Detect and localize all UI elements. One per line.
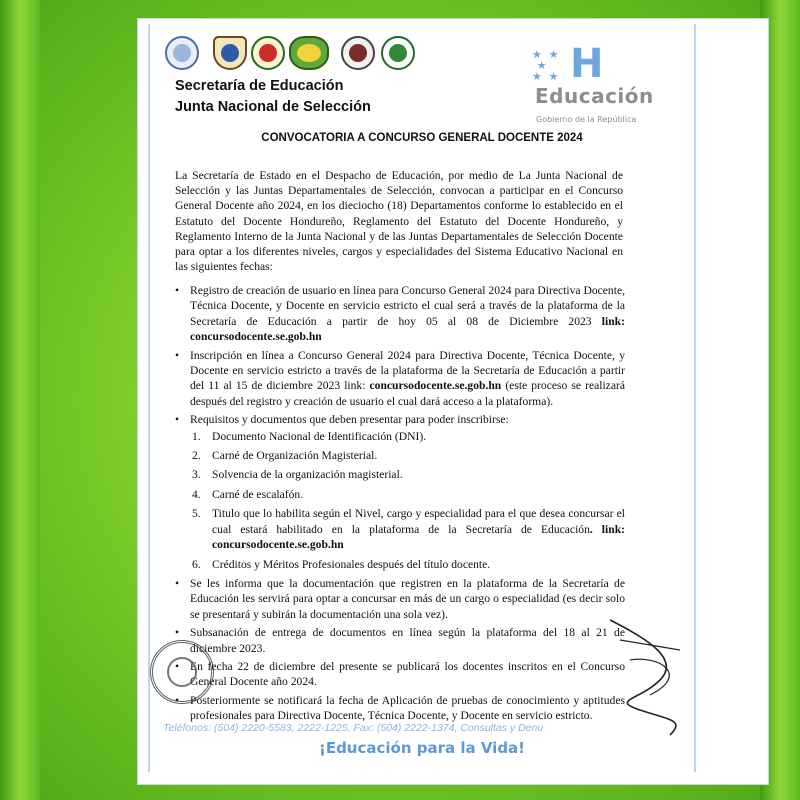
requirement-item	[192, 429, 625, 444]
requirement-item	[192, 487, 625, 502]
requirement-text: Documento Nacional de Identificación (DNI).	[212, 429, 427, 443]
requirement-number: 2.	[192, 449, 201, 463]
page-title: CONVOCATORIA A CONCURSO GENERAL DOCENTE 2024	[261, 132, 583, 144]
announcement-list	[175, 283, 625, 727]
bullet-text: Registro de creación de usuario en línea para Concurso General 2024 para Directiva Docente, Técnica Docente, y Docente en servicio estricto el cual será a través de la plataforma de la Secretaría de Educación a partir de hoy 05 al 08 de Diciembre 2023	[190, 284, 625, 328]
bullet-text: Subsanación de entrega de documentos en línea según la plataforma del 18 al 21 de diciembre 2023.	[190, 626, 625, 655]
footer-motto: ¡Educación para la Vida!	[318, 739, 526, 757]
brand-name: Educación	[535, 84, 654, 108]
list-item	[175, 659, 625, 690]
platform-link[interactable]: . link: concursodocente.se.gob.hn	[212, 522, 626, 552]
brand-logo	[532, 41, 672, 128]
requirement-text: Titulo que lo habilita según el Nivel, cargo y especialidad para el que desea concursar el cual estará habilitado en la plataforma de la Secretaría de Educación	[212, 507, 625, 536]
list-item	[175, 412, 625, 572]
requirement-item	[192, 506, 625, 552]
bullet-text: Se les informa que la documentación que registren en la plataforma de la Secretaría de Educación les servirá para optar a concursar en más de un cargo o especialidad (es decir solo se presentará y subirán la documentación una sola vez).	[190, 576, 625, 621]
requirement-number: 5.	[192, 507, 201, 521]
institution-logo-4-icon	[289, 36, 329, 70]
footer-contact: Teléfonos: (504) 2220-5583, 2222-1225, Fax: (504) 2222-1374, Consultas y Denu	[163, 722, 544, 734]
list-item	[175, 576, 625, 622]
bullet-text: Posteriormente se notificará la fecha de Aplicación de pruebas de conocimiento y aptitudes profesionales para Directiva Docente, Técnica Docente, y Docente en servicio estricto.	[190, 693, 625, 723]
requirement-text: Solvencia de la organización magisterial.	[212, 468, 403, 482]
requirement-number: 1.	[192, 429, 201, 443]
official-seal-icon	[150, 640, 214, 704]
institution-logo-2-icon	[213, 36, 247, 70]
intro-paragraph: La Secretaría de Estado en el Despacho de Educación, por medio de La Junta Nacional de Selección y las Juntas Departamentales de Selección, convocan a participar en el Concurso General Docente año 2024, en los dieciocho (18) Departamentos conforme lo establecido en el Estatuto del Docente Hondureño, Reglamento del Estatuto del Docente Hondureño, y Reglamento Interno de la Junta Nacional y de las Juntas Departamentales de Selección Docente para optar a los diferentes niveles, cargos y especialidades del Sistema Educativo Nacional en las siguientes fechas:	[175, 169, 623, 274]
requirement-item	[192, 467, 625, 482]
requirements-list	[190, 429, 625, 572]
institution-logo-5-icon	[341, 36, 375, 70]
platform-link[interactable]: link: concursodocente.se.gob.hn	[190, 314, 625, 344]
brand-tagline: Gobierno de la República	[536, 115, 637, 124]
list-item	[175, 625, 625, 656]
platform-link[interactable]: concursodocente.se.gob.hn	[369, 379, 502, 393]
stars-icon: ★ ★ ★ ★ ★	[532, 49, 561, 83]
bullet-text-after: (este proceso se realizará después del registro y creación de usuario el cual dará acceso a la plataforma).	[190, 379, 625, 408]
requirement-number: 6.	[192, 557, 201, 571]
institution-logo-3-icon	[251, 36, 285, 70]
document-header	[175, 76, 371, 118]
requirement-text: Créditos y Méritos Profesionales después del título docente.	[212, 557, 491, 571]
institution-logo-1-icon	[165, 36, 199, 70]
list-item	[175, 283, 625, 345]
requirement-text: Carné de escalafón.	[212, 487, 304, 501]
bullet-text: En fecha 22 de diciembre del presente se publicará los docentes inscritos en el Concurso General Docente año 2024.	[190, 659, 625, 689]
requirement-item	[192, 557, 625, 572]
requirement-number: 3.	[192, 468, 201, 482]
institution-logo-6-icon	[381, 36, 415, 70]
requirement-number: 4.	[192, 487, 201, 501]
brand-letter: H	[570, 41, 604, 87]
background-left-strip	[0, 0, 40, 800]
header-line-1: Secretaría de Educación	[175, 78, 344, 94]
header-line-2: Junta Nacional de Selección	[175, 99, 371, 115]
list-item	[175, 693, 625, 724]
list-item	[175, 348, 625, 410]
bullet-text: Requisitos y documentos que deben presentar para poder inscribirse:	[190, 413, 509, 427]
requirement-text: Carné de Organización Magisterial.	[212, 449, 378, 463]
requirement-item	[192, 448, 625, 463]
signature-icon	[590, 600, 700, 740]
bullet-text: Inscripción en línea a Concurso General 2024 para Directiva Docente, Técnica Docente, y Docente en servicio estricto a través de la plataforma de la Secretaría de Educación a partir del 11 al 15 de diciembre 2023 link:	[190, 348, 625, 393]
